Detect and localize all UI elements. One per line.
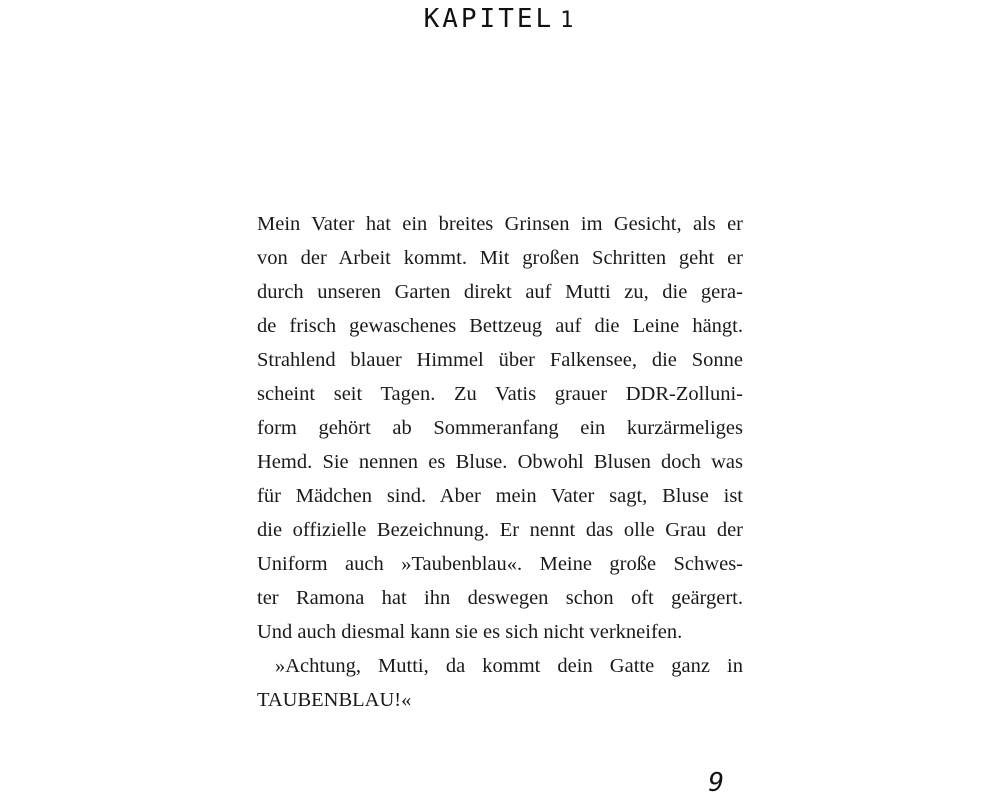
text-line: durch unseren Garten direkt auf Mutti zu, die gera-: [257, 281, 743, 303]
chapter-number: 1: [560, 8, 577, 33]
page-number: 9: [708, 768, 724, 798]
chapter-heading: [0, 4, 1000, 34]
text-line: Strahlend blauer Himmel über Falkensee, die Sonne: [257, 349, 743, 371]
chapter-label: KAPITEL: [423, 4, 555, 34]
text-line: form gehört ab Sommeranfang ein kurzärmeliges: [257, 417, 743, 439]
text-line: für Mädchen sind. Aber mein Vater sagt, Bluse ist: [257, 485, 743, 507]
text-line: von der Arbeit kommt. Mit großen Schritten geht er: [257, 247, 743, 269]
body-text: [257, 207, 743, 717]
text-line: ter Ramona hat ihn deswegen schon oft geärgert.: [257, 587, 743, 609]
text-line: scheint seit Tagen. Zu Vatis grauer DDR-Zolluni-: [257, 383, 743, 405]
text-line: de frisch gewaschenes Bettzeug auf die Leine hängt.: [257, 315, 743, 337]
text-line: TAUBENBLAU!«: [257, 689, 412, 711]
text-line: Mein Vater hat ein breites Grinsen im Gesicht, als er: [257, 213, 743, 235]
text-line: die offizielle Bezeichnung. Er nennt das olle Grau der: [257, 519, 743, 541]
text-line: Hemd. Sie nennen es Bluse. Obwohl Blusen doch was: [257, 451, 743, 473]
text-line: »Achtung, Mutti, da kommt dein Gatte ganz in: [275, 655, 743, 677]
text-line: Und auch diesmal kann sie es sich nicht verkneifen.: [257, 621, 683, 643]
text-line: Uniform auch »Taubenblau«. Meine große Schwes-: [257, 553, 743, 575]
